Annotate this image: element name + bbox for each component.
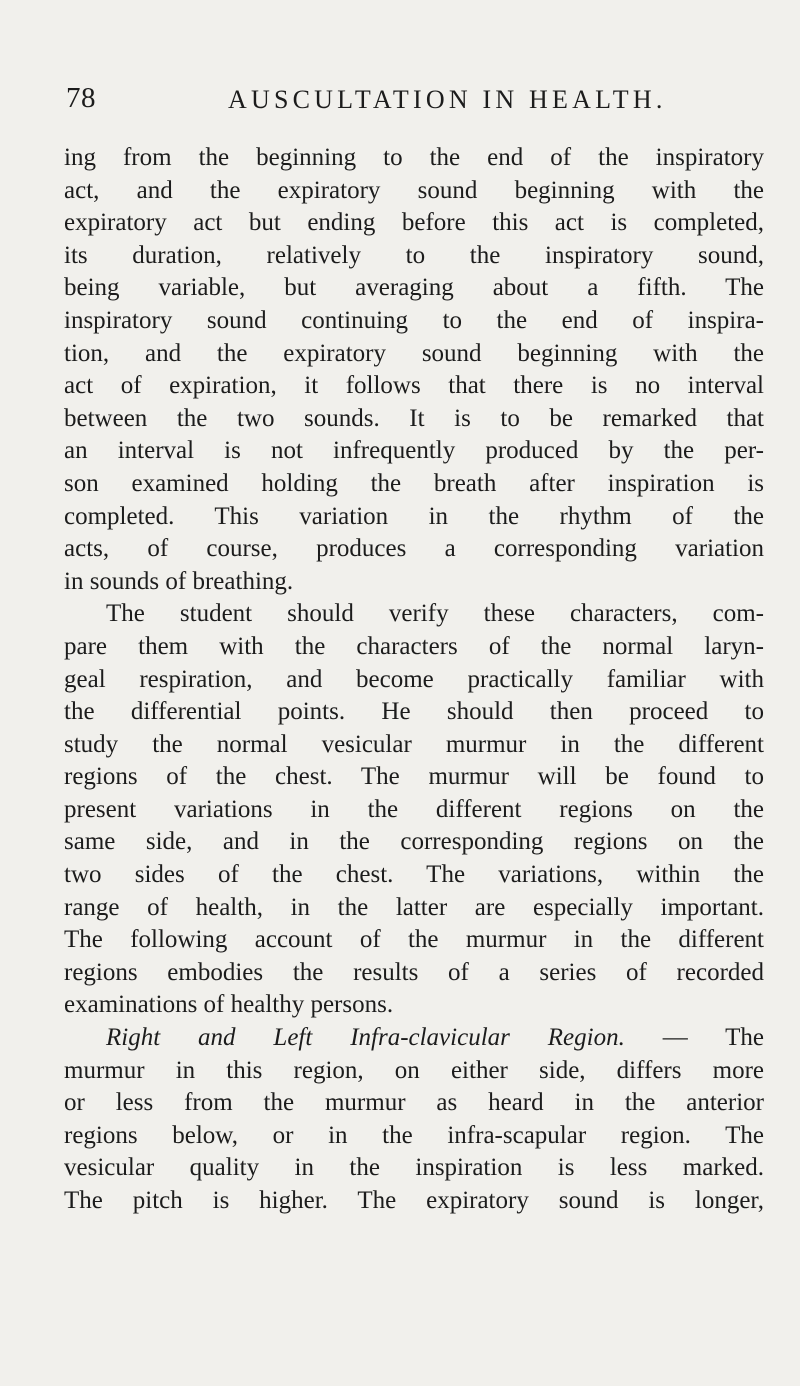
text-line: ing from the beginning to the end of the inspiratory (64, 144, 764, 171)
text-line: examinations of healthy persons. (64, 991, 394, 1019)
running-title: AUSCULTATION IN HEALTH. (228, 85, 667, 114)
text-line: two sides of the chest. The variations, within the (64, 861, 764, 889)
text-line: tion, and the expiratory sound beginning with the (64, 339, 764, 367)
text-line: study the normal vesicular murmur in the different (64, 730, 764, 758)
section-heading-line (64, 1022, 764, 1055)
text-line: The student should verify these characters, com- (106, 600, 764, 628)
text-line: The pitch is higher. The expiratory sound is longer, (64, 1187, 764, 1214)
text-line: range of health, in the latter are especially important. (64, 893, 764, 921)
section-heading-rest: — The (624, 1024, 765, 1052)
text-line: The following account of the murmur in the different (64, 926, 764, 954)
text-line: act, and the expiratory sound beginning with the (64, 176, 764, 204)
text-line: its duration, relatively to the inspiratory sound, (64, 241, 764, 269)
text-line: son examined holding the breath after inspiration is (64, 469, 764, 497)
text-line: completed. This variation in the rhythm of the (64, 502, 764, 530)
text-line: or less from the murmur as heard in the anterior (64, 1089, 764, 1117)
text-line: expiratory act but ending before this act is completed, (64, 209, 764, 237)
page-number: 78 (66, 82, 96, 114)
text-line: being variable, but averaging about a fifth. The (64, 274, 764, 302)
text-line: vesicular quality in the inspiration is less marked. (64, 1154, 764, 1182)
text-line: inspiratory sound continuing to the end of inspira- (64, 306, 764, 334)
text-line: geal respiration, and become practically familiar with (64, 665, 764, 693)
text-line: regions of the chest. The murmur will be found to (64, 763, 764, 791)
text-line: the differential points. He should then proceed to (64, 698, 764, 726)
text-line: murmur in this region, on either side, differs more (64, 1056, 764, 1084)
text-line: between the two sounds. It is to be remarked that (64, 404, 764, 432)
text-line: pare them with the characters of the normal laryn- (64, 632, 764, 660)
text-line: in sounds of breathing. (64, 567, 294, 595)
text-line: acts, of course, produces a corresponding variation (64, 535, 764, 563)
text-line: regions embodies the results of a series of recorded (64, 958, 764, 986)
running-head (66, 80, 756, 120)
text-line: act of expiration, it follows that there is no interval (64, 372, 764, 400)
body-text (64, 142, 764, 1218)
text-line: same side, and in the corresponding regions on the (64, 828, 764, 856)
section-heading: Right and Left Infra-clavicular Region. (106, 1024, 625, 1052)
text-line: an interval is not infrequently produced by the per- (64, 437, 764, 465)
text-line: regions below, or in the infra-scapular region. The (64, 1121, 764, 1149)
text-line: present variations in the different regions on the (64, 795, 764, 823)
